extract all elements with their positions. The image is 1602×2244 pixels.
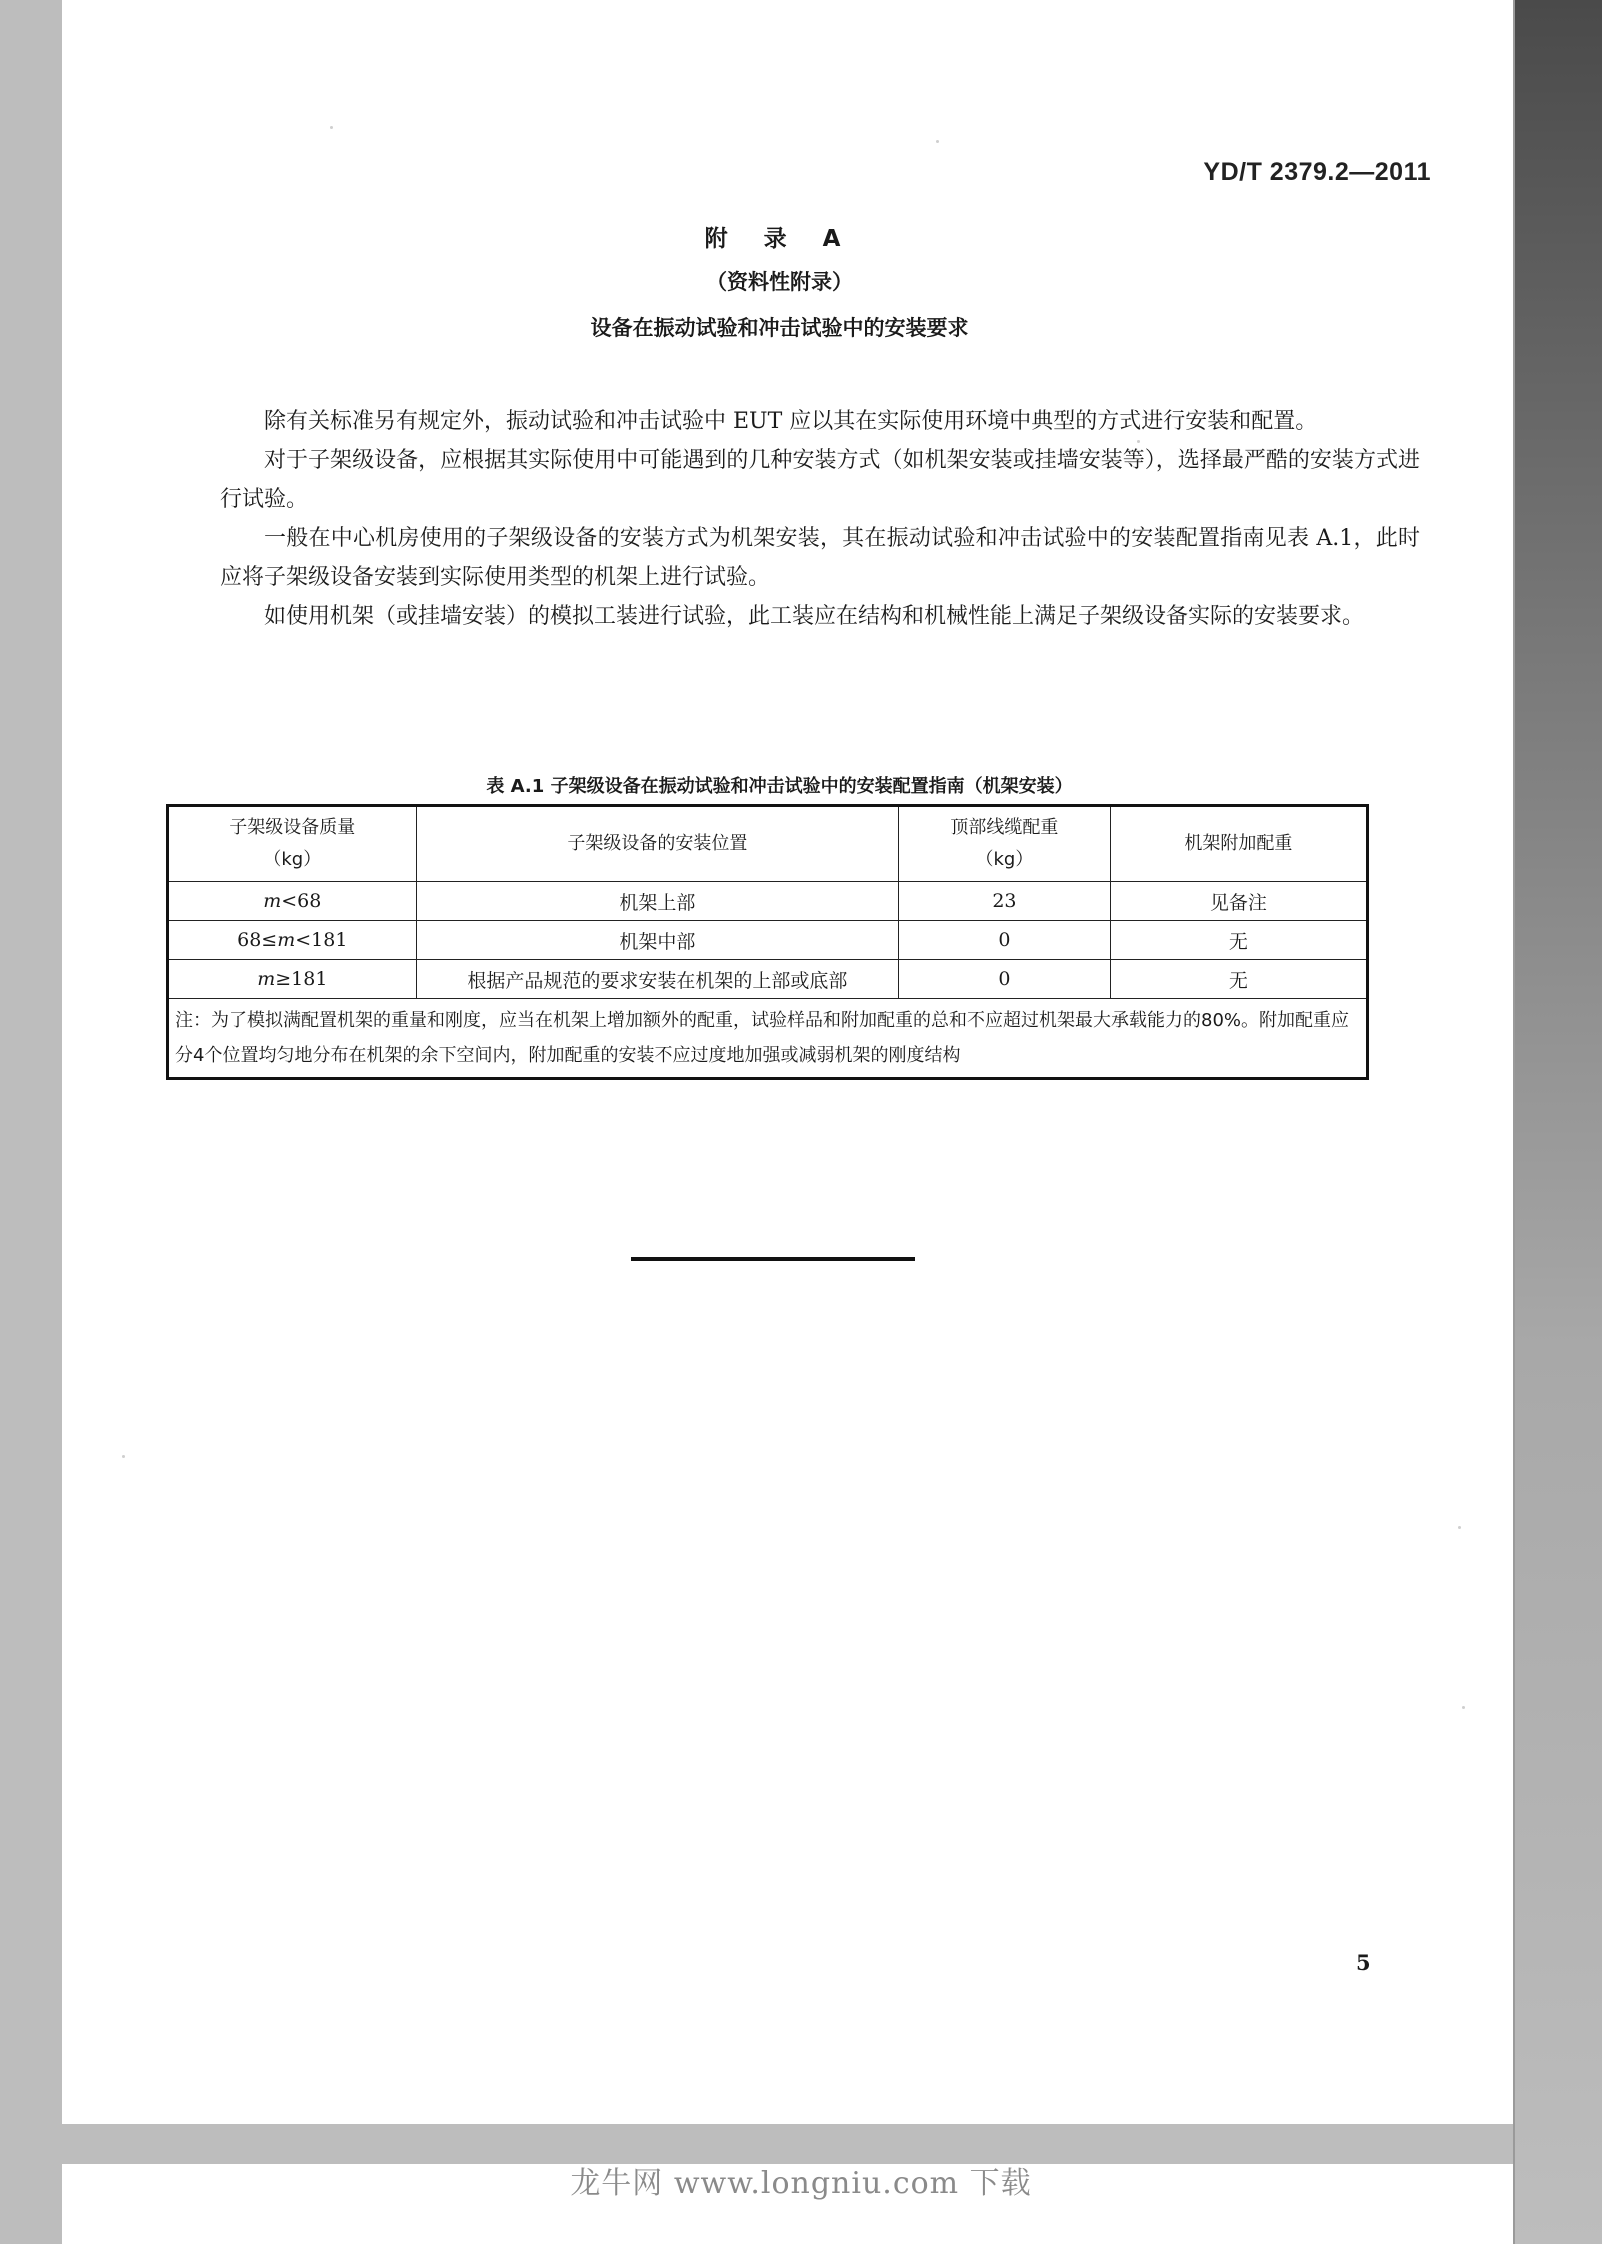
installation-config-table [166, 804, 1369, 1080]
mass-variable: m [257, 968, 276, 990]
scan-speck [122, 1455, 125, 1458]
header-rack-extra: 机架附加配重 [1110, 806, 1367, 882]
header-top-cable-unit: （kg） [975, 849, 1034, 870]
mass-variable: m [263, 890, 282, 912]
cell-top-cable: 0 [899, 921, 1111, 960]
cell-mass [168, 882, 417, 921]
end-of-annex-rule [631, 1257, 915, 1261]
scan-speck [1137, 440, 1140, 443]
table-header-row [168, 806, 1368, 882]
cell-position: 机架中部 [416, 921, 899, 960]
paragraph: 对于子架级设备，应根据其实际使用中可能遇到的几种安装方式（如机架安装或挂墙安装等），选择最严酷的安装方式进行试验。 [220, 448, 1420, 512]
document-page [62, 0, 1513, 2124]
paragraph: 除有关标准另有规定外，振动试验和冲击试验中 EUT 应以其在实际使用环境中典型的方式进行安装和配置。 [264, 409, 1318, 434]
cell-mass [168, 921, 417, 960]
annex-subtitle: （资料性附录） [706, 270, 853, 294]
paragraph: 如使用机架（或挂墙安装）的模拟工装进行试验，此工装应在结构和机械性能上满足子架级设备实际的安装要求。 [264, 604, 1365, 629]
table-note-row [168, 999, 1368, 1079]
paragraph: 一般在中心机房使用的子架级设备的安装方式为机架安装，其在振动试验和冲击试验中的安装配置指南见表 A.1，此时应将子架级设备安装到实际使用类型的机架上进行试验。 [220, 526, 1420, 590]
cell-rack-extra: 无 [1110, 960, 1367, 999]
header-mass [168, 806, 417, 882]
scan-speck [1462, 1706, 1465, 1709]
header-mass-label: 子架级设备质量 [229, 817, 356, 838]
mass-prefix: 68≤ [237, 929, 278, 951]
header-top-cable-label: 顶部线缆配重 [950, 817, 1059, 838]
table-note: 注：为了模拟满配置机架的重量和刚度，应当在机架上增加额外的配重，试验样品和附加配重的总和不应超过机架最大承载能力的80%。附加配重应分4个位置均匀地分布在机架的余下空间内，附加配重的安装不应过度地加强或减弱机架的刚度结构 [168, 999, 1368, 1079]
annex-title: 附 录 A [704, 226, 855, 252]
table-row [168, 882, 1368, 921]
cell-rack-extra: 无 [1110, 921, 1367, 960]
viewer-scroll-gutter [1513, 0, 1602, 2244]
mass-suffix: <181 [295, 929, 348, 951]
download-watermark: 龙牛网 www.longniu.com 下载 [570, 2166, 1032, 2201]
cell-top-cable: 0 [899, 960, 1111, 999]
cell-position: 机架上部 [416, 882, 899, 921]
scan-speck [330, 126, 333, 129]
header-position: 子架级设备的安装位置 [416, 806, 899, 882]
body-text [220, 402, 1420, 636]
table-row [168, 960, 1368, 999]
page-number: 5 [1356, 1950, 1371, 1975]
mass-suffix: <68 [281, 890, 322, 912]
mass-suffix: ≥181 [275, 968, 328, 990]
header-mass-unit: （kg） [263, 849, 322, 870]
table-row [168, 921, 1368, 960]
cell-mass [168, 960, 417, 999]
standard-code: YD/T 2379.2—2011 [1203, 158, 1431, 186]
annex-heading: 设备在振动试验和冲击试验中的安装要求 [590, 316, 969, 340]
mass-variable: m [277, 929, 296, 951]
scan-speck [936, 140, 939, 143]
table-caption: 表 A.1 子架级设备在振动试验和冲击试验中的安装配置指南（机架安装） [486, 776, 1073, 797]
cell-position: 根据产品规范的要求安装在机架的上部或底部 [416, 960, 899, 999]
cell-top-cable: 23 [899, 882, 1111, 921]
cell-rack-extra: 见备注 [1110, 882, 1367, 921]
scan-speck [1458, 1526, 1461, 1529]
header-top-cable [899, 806, 1111, 882]
